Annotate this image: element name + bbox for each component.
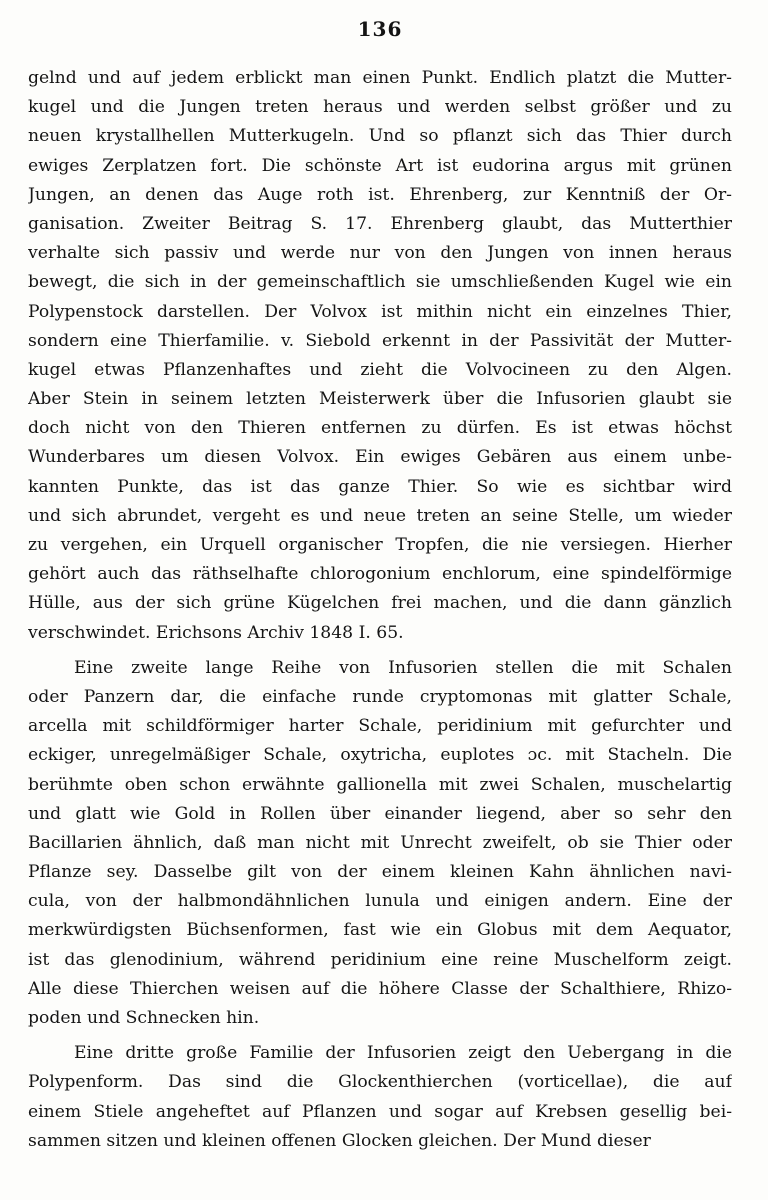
text-line: Pflanze sey. Dasselbe gilt von der einem kleinen Kahn ähnlichen navi- [28,862,732,883]
text-line: Aber Stein in seinem letzten Meisterwerk über die Infusorien glaubt sie [28,389,732,410]
text-line: merkwürdigsten Büchsenformen, fast wie ein Globus mit dem Aequator, [28,920,732,941]
text-line: oder Panzern dar, die einfache runde cryptomonas mit glatter Schale, [28,686,732,707]
text-line: Jungen, an denen das Auge roth ist. Ehrenberg, zur Kenntniß der Or- [28,184,732,205]
text-line: arcella mit schildförmiger harter Schale, peridinium mit gefurchter und [28,716,732,737]
text-line: kannten Punkte, das ist das ganze Thier. So wie es sichtbar wird [28,476,732,497]
text-line: Bacillarien ähnlich, daß man nicht mit Unrecht zweifelt, ob sie Thier oder [28,832,732,853]
text-line: Eine dritte große Familie der Infusorien zeigt den Uebergang in die [74,1043,732,1064]
paragraph [28,1039,732,1156]
paragraph [28,654,732,1033]
text-line: einem Stiele angeheftet auf Pflanzen und sogar auf Krebsen gesellig bei- [28,1101,732,1122]
text-line: Polypenstock darstellen. Der Volvox ist mithin nicht ein einzelnes Thier, [28,301,732,322]
page-number: 136 [357,17,403,41]
text-line: verhalte sich passiv und werde nur von den Jungen von innen heraus [28,243,732,264]
text-line: Hülle, aus der sich grüne Kügelchen frei machen, und die dann gänzlich [28,593,732,614]
text-line: bewegt, die sich in der gemeinschaftlich sie umschließenden Kugel wie ein [28,272,732,293]
text-line: ist das glenodinium, während peridinium eine reine Muschelform zeigt. [28,949,732,970]
text-line: Alle diese Thierchen weisen auf die höhere Classe der Schalthiere, Rhizo- [28,978,732,999]
text-line: gehört auch das räthselhafte chlorogonium enchlorum, eine spindelförmige [28,564,732,585]
body-text [28,64,732,1156]
text-line: ganisation. Zweiter Beitrag S. 17. Ehrenberg glaubt, das Mutterthier [28,213,732,234]
text-line: Polypenform. Das sind die Glockenthierchen (vorticellae), die auf [28,1072,732,1093]
text-line: eckiger, unregelmäßiger Schale, oxytricha, euplotes ɔc. mit Stacheln. Die [28,745,732,766]
text-line: Eine zweite lange Reihe von Infusorien stellen die mit Schalen [74,657,732,678]
text-line: sondern eine Thierfamilie. v. Siebold erkennt in der Passivität der Mutter- [28,330,732,351]
text-line: gelnd und auf jedem erblickt man einen Punkt. Endlich platzt die Mutter- [28,68,732,88]
text-line: und glatt wie Gold in Rollen über einander liegend, aber so sehr den [28,803,732,824]
text-line: neuen krystallhellen Mutterkugeln. Und so pflanzt sich das Thier durch [28,126,732,147]
text-line: kugel etwas Pflanzenhaftes und zieht die Volvocineen zu den Algen. [28,359,732,380]
text-line: kugel und die Jungen treten heraus und werden selbst größer und zu [28,97,732,118]
text-line: sammen sitzen und kleinen offenen Glocken gleichen. Der Mund dieser [28,1130,651,1151]
text-line: und sich abrundet, vergeht es und neue treten an seine Stelle, um wieder [28,505,732,526]
paragraph [28,64,732,648]
text-line: zu vergehen, ein Urquell organischer Tropfen, die nie versiegen. Hierher [28,535,732,555]
text-line: cula, von der halbmondähnlichen lunula und einigen andern. Eine der [28,891,732,912]
text-line: berühmte oben schon erwähnte gallionella mit zwei Schalen, muschelartig [28,774,732,795]
text-line: poden und Schnecken hin. [28,1008,260,1028]
text-line: verschwindet. Erichsons Archiv 1848 I. 65. [28,622,404,643]
text-line: Wunderbares um diesen Volvox. Ein ewiges Gebären aus einem unbe- [28,447,732,468]
text-line: doch nicht von den Thieren entfernen zu dürfen. Es ist etwas höchst [28,418,732,439]
text-line: ewiges Zerplatzen fort. Die schönste Art ist eudorina argus mit grünen [28,155,732,176]
